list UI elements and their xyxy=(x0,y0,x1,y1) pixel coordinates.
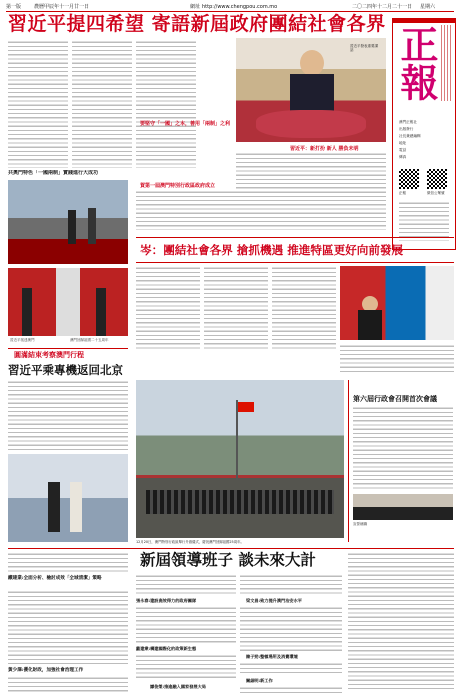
mid-banner xyxy=(136,237,454,263)
lead-subhead-1: 要堅守「一國」之本，善用「兩制」之利 xyxy=(140,121,231,127)
left-subhead: 共奧門特色「一國兩制」實踐進行大成功 xyxy=(8,170,99,176)
photo-caption-anniversary: 澳門回歸祖國二十五周年 xyxy=(70,338,109,342)
lead-photo xyxy=(236,38,386,142)
article-body xyxy=(8,380,128,450)
bottom-mid-body-d xyxy=(240,574,342,596)
article-headline: 習近平乘專機返回北京 xyxy=(8,363,123,377)
qr-label-1: 正報 xyxy=(399,191,406,195)
website-url[interactable]: http://www.chengpou.com.mo xyxy=(202,4,278,10)
flag-raising-caption: 12月20日，澳門特別行政區舉行升旗儀式，慶祝澳門回歸祖國25周年。 xyxy=(136,540,244,544)
lead-body-col5 xyxy=(136,190,386,230)
masthead-logo: 正報 xyxy=(394,25,439,101)
bottom-right-subhead-3: 關細明:新工作 xyxy=(246,678,273,683)
bottom-mid-body-b xyxy=(136,606,236,644)
departure-photo xyxy=(8,454,128,542)
lead-subhead-2: 習近平：新打扮 新人 勝負未明 xyxy=(290,146,359,152)
right-box-headline: 第六屆行政會召開首次會議 xyxy=(353,394,437,403)
bottom-mid-body-f xyxy=(240,662,342,676)
bottom-right-subhead-1: 梁文昌:致力提升澳門治安水平 xyxy=(246,598,302,603)
mid-body-col1 xyxy=(136,266,200,350)
masthead-info: 澳門正報社 出版發行 社長兼總編輯 地址 電話 傳真 xyxy=(399,120,421,159)
lunar-date: 農曆甲辰年十一月廿一日 xyxy=(34,4,90,10)
qr-label-2: 微信公眾號 xyxy=(427,191,445,195)
bottom-mid-subhead-2: 戴建業:構建國際化的政策新生態 xyxy=(136,646,197,651)
arrival-photo xyxy=(8,180,128,264)
bottom-left-headline-2: 黃少澤:優化財政，加強社會治理工作 xyxy=(8,668,84,673)
mid-body-col4 xyxy=(340,344,454,374)
oath-caption: 宣誓就職 xyxy=(353,522,367,526)
right-box xyxy=(348,380,455,542)
bottom-left-body-2 xyxy=(8,676,128,692)
lead-body-col3 xyxy=(136,40,196,168)
masthead xyxy=(392,18,456,250)
bottom-main-headline: 新屆領導班子 談未來大計 xyxy=(140,550,316,569)
bottom-right-body xyxy=(348,552,454,692)
url-label: 網址 xyxy=(190,4,201,10)
bottom-left-headline-1: 鐵建業:全面分析、檢討成效「全城清潔」策略 xyxy=(8,576,102,581)
oath-photo xyxy=(353,494,453,520)
bottom-mid-subhead-1: 張永春:建設高效得力的政府團隊 xyxy=(136,598,197,603)
qr-code-1[interactable] xyxy=(399,169,419,189)
bottom-mid-subhead-3: 譚俊榮:推進融入國家發展大局 xyxy=(150,684,206,689)
article-kicker: 圓滿結束考察澳門行程 xyxy=(14,351,84,359)
bottom-mid-body-a xyxy=(136,574,236,596)
bottom-left-body-1 xyxy=(8,590,128,666)
bottom-mid-body-c xyxy=(136,654,236,680)
qr-code-2[interactable] xyxy=(427,169,447,189)
mid-banner-headline: 岑：團結社會各界 搶抓機遇 推進特區更好向前發展 xyxy=(140,243,404,257)
mid-body-col2 xyxy=(204,266,268,350)
weekday: 星期六 xyxy=(420,4,436,10)
bottom-right-subhead-2: 陳子勁:整頓場所及消費環境 xyxy=(246,654,298,659)
bottom-mid-body-g xyxy=(240,686,342,694)
bottom-left-intro xyxy=(8,552,128,574)
ceremony-photo-left xyxy=(8,268,128,336)
top-bar xyxy=(6,3,454,12)
lead-body-col1 xyxy=(8,40,68,168)
lead-headline: 習近平提四希望 寄語新屆政府團結社會各界 xyxy=(8,13,386,35)
lead-subhead-3: 賀第一屆澳門特別行政區政府成立 xyxy=(140,183,216,189)
lead-body-col2 xyxy=(72,40,132,168)
speech-photo xyxy=(340,266,454,340)
lead-photo-caption: 習近平發表重要講話 xyxy=(350,44,378,52)
gregorian-date: 二〇二四年十二月二十一日 xyxy=(352,4,413,10)
flag-raising-photo xyxy=(136,380,344,538)
page-number: 第一版 xyxy=(6,4,22,10)
photo-caption-arrival: 習近平抵達澳門 xyxy=(10,338,35,342)
mid-body-col3 xyxy=(272,266,336,350)
bottom-mid-body-e xyxy=(240,606,342,652)
